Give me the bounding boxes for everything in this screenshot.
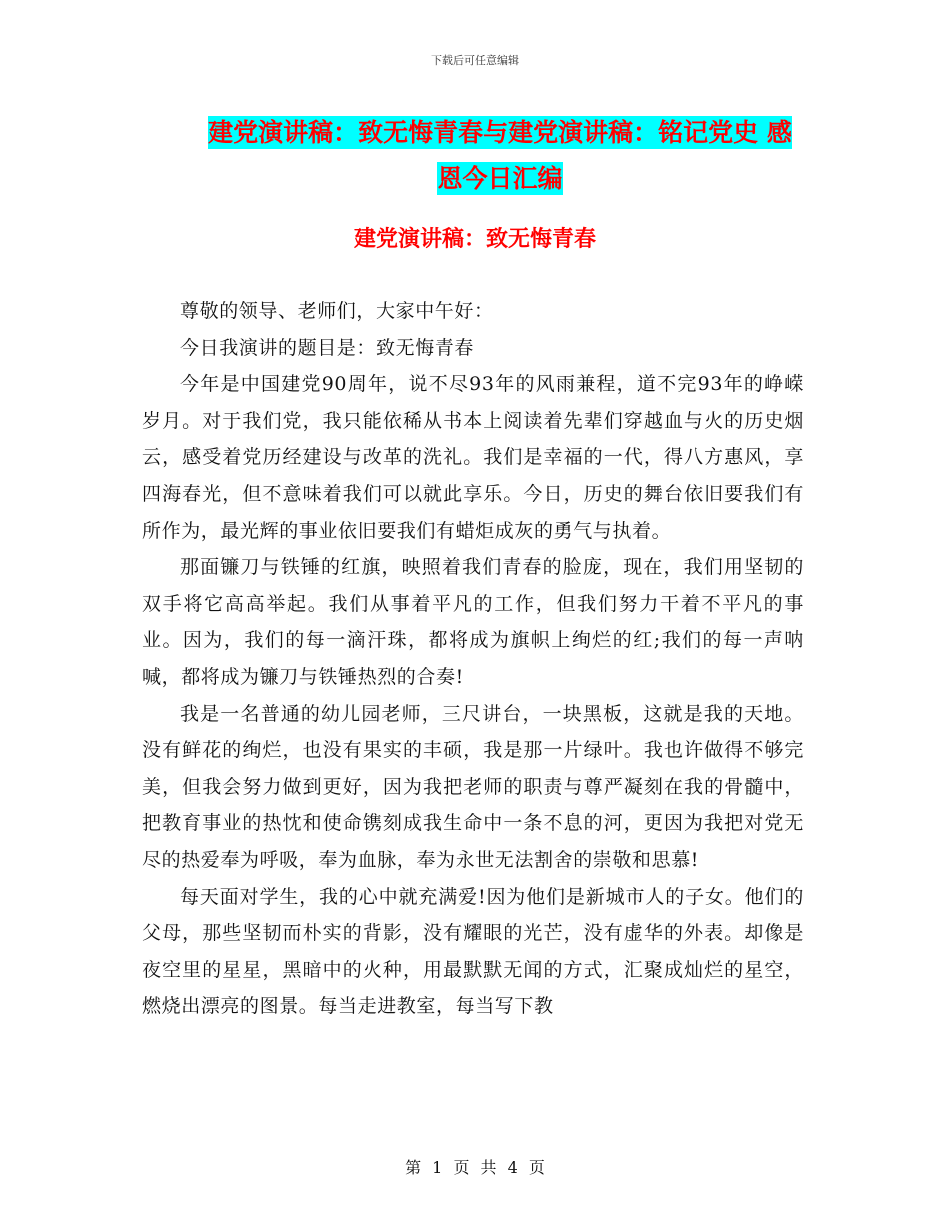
- paragraph: 今年是中国建党90周年，说不尽93年的风雨兼程，道不完93年的峥嵘岁月。对于我们党，我只能依稀从书本上阅读着先辈们穿越血与火的历史烟云，感受着党历经建设与改革的洗礼。我们是幸福的一代，得八方惠风，享四海春光，但不意味着我们可以就此享乐。今日，历史的舞台依旧要我们有所作为，最光辉的事业依旧要我们有蜡炬成灰的勇气与执着。: [142, 373, 804, 542]
- paragraph: 我是一名普通的幼儿园老师，三尺讲台，一块黑板，这就是我的天地。没有鲜花的绚烂，也没有果实的丰硕，我是那一片绿叶。我也许做得不够完美，但我会努力做到更好，因为我把老师的职责与尊严凝刻在我的骨髓中，把教育事业的热忱和使命镌刻成我生命中一条不息的河，更因为我把对党无尽的热爱奉为呼吸，奉为血脉，奉为永世无法割舍的崇敬和思慕!: [142, 702, 804, 871]
- paragraph: 今日我演讲的题目是：致无悔青春: [180, 336, 475, 359]
- page-footer: 第 1 页 共 4 页: [405, 1158, 545, 1177]
- paragraph: 尊敬的领导、老师们，大家中午好：: [180, 300, 494, 322]
- paragraph: 每天面对学生，我的心中就充满爱!因为他们是新城市人的子女。他们的父母，那些坚韧而朴实的背影，没有耀眼的光芒，没有虚华的外表。却像是夜空里的星星，黑暗中的火种，用最默默无闻的方式，汇聚成灿烂的星空，燃烧出漂亮的图景。每当走进教室，每当写下教: [142, 885, 804, 1018]
- document-title-line-2: 恩今日汇编: [437, 164, 563, 193]
- paragraph: 那面镰刀与铁锤的红旗，映照着我们青春的脸庞，现在，我们用坚韧的双手将它高高举起。我们从事着平凡的工作，但我们努力干着不平凡的事业。因为，我们的每一滴汗珠，都将成为旗帜上绚烂的红;我们的每一声呐喊，都将成为镰刀与铁锤热烈的合奏!: [142, 556, 804, 688]
- header-note: 下载后可任意编辑: [431, 54, 519, 67]
- document-title-line-1: 建党演讲稿：致无悔青春与建党演讲稿：铭记党史 感: [208, 118, 792, 147]
- speech-body: [142, 293, 804, 1025]
- section-title: 建党演讲稿：致无悔青春: [353, 227, 596, 252]
- document-title: [150, 110, 850, 202]
